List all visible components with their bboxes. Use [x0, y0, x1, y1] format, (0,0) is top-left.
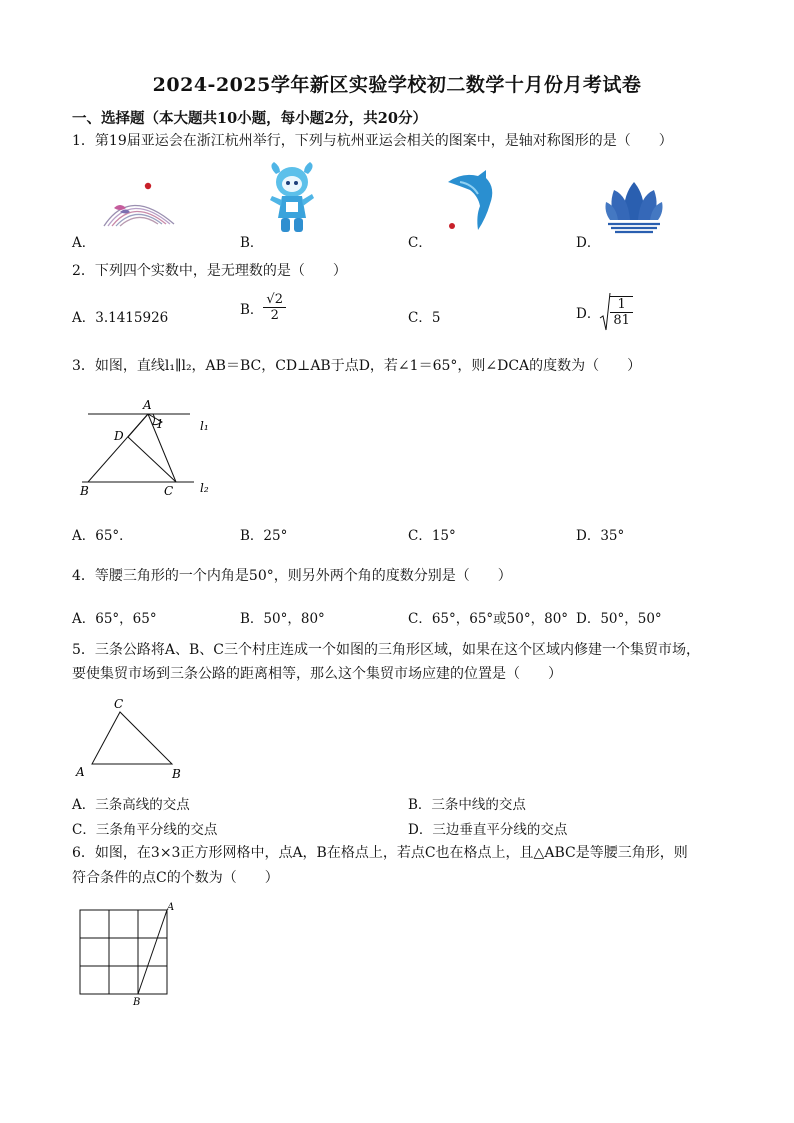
q3-option-d: D．35° — [576, 528, 625, 544]
q1-image-d-lotus — [602, 180, 666, 236]
q4-stem: 4．等腰三角形的一个内角是50°，则另外两个角的度数分别是（ ） — [72, 568, 512, 584]
q3-stem: 3．如图，直线l₁∥l₂，AB＝BC，CD⊥AB于点D，若∠1＝65°，则∠DCA的度数为（ ） — [72, 358, 642, 374]
q6-label-b: B — [133, 997, 141, 1008]
q5-label-b: B — [172, 767, 181, 781]
q3-option-c: C．15° — [408, 528, 456, 544]
q1-option-d: D． — [576, 235, 601, 251]
page-title: 2024-2025学年新区实验学校初二数学十月份月考试卷 — [152, 74, 642, 96]
q2-option-d — [576, 292, 633, 332]
q3-label-d: D — [114, 429, 124, 443]
q5-option-a: A．三条高线的交点 — [72, 797, 190, 813]
q3-label-l1: l₁ — [200, 419, 209, 433]
q4-option-b: B．50°，80° — [240, 611, 325, 627]
q3-figure-parallel-lines — [76, 396, 216, 500]
q1-option-a: A． — [72, 235, 96, 251]
q2-option-b — [240, 292, 286, 323]
q2-b-numerator: √2 — [263, 292, 286, 308]
q2-option-a: A．3.1415926 — [72, 310, 169, 326]
q2-fraction-d — [610, 296, 633, 328]
q5-stem-line1: 5．三条公路将A、B、C三个村庄连成一个如图的三角形区域，如果在这个区域内修建一个集贸市场， — [72, 642, 701, 658]
q3-label-angle-1: 1 — [156, 417, 164, 431]
section-heading: 一、选择题（本大题共10小题，每小题2分，共20分） — [72, 110, 427, 127]
q2-d-denominator: 81 — [613, 313, 630, 328]
q6-label-a: A — [167, 902, 175, 913]
q1-option-b: B． — [240, 235, 264, 251]
q3-label-a: A — [143, 398, 152, 412]
q2-option-c: C．5 — [408, 310, 441, 326]
q2-d-numerator: 1 — [610, 297, 633, 313]
q5-option-c: C．三条角平分线的交点 — [72, 822, 218, 838]
q4-option-d: D．50°，50° — [576, 611, 662, 627]
q6-stem-line1: 6．如图，在3×3正方形网格中，点A，B在格点上，若点C也在格点上，且△ABC是等腰三角形，则 — [72, 845, 688, 861]
q5-option-b: B．三条中线的交点 — [408, 797, 526, 813]
q1-image-b-mascot — [266, 164, 318, 238]
q5-stem-line2: 要使集贸市场到三条公路的距离相等，那么这个集贸市场应建的位置是（ ） — [72, 666, 562, 682]
q6-figure-grid — [74, 898, 184, 1008]
q4-option-c: C．65°，65°或50°，80° — [408, 611, 569, 627]
q3-label-l2: l₂ — [200, 481, 209, 495]
q2-option-b-label: B． — [240, 301, 264, 318]
q3-option-b: B．25° — [240, 528, 288, 544]
q3-label-b: B — [80, 484, 89, 498]
q4-option-a: A．65°，65° — [72, 611, 157, 627]
q2-option-d-label: D． — [576, 306, 601, 322]
q1-image-a-logo — [100, 178, 180, 230]
q2-b-denominator: 2 — [270, 308, 279, 323]
q2-fraction-b — [263, 292, 286, 323]
q5-option-d: D．三边垂直平分线的交点 — [408, 822, 568, 838]
q5-label-a: A — [76, 765, 85, 779]
q3-option-a: A．65°． — [72, 528, 133, 544]
q5-label-c: C — [114, 697, 124, 711]
q2-stem: 2．下列四个实数中，是无理数的是（ ） — [72, 263, 347, 279]
q1-stem: 1．第19届亚运会在浙江杭州举行，下列与杭州亚运会相关的图案中，是轴对称图形的是（ ） — [72, 133, 673, 149]
q1-option-c: C． — [408, 235, 432, 251]
q5-figure-triangle — [74, 694, 194, 784]
q6-stem-line2: 符合条件的点C的个数为（ ） — [72, 870, 279, 886]
radical-sign-icon — [600, 292, 610, 332]
q3-label-c: C — [164, 484, 174, 498]
q1-image-c-dolphin — [440, 168, 496, 234]
